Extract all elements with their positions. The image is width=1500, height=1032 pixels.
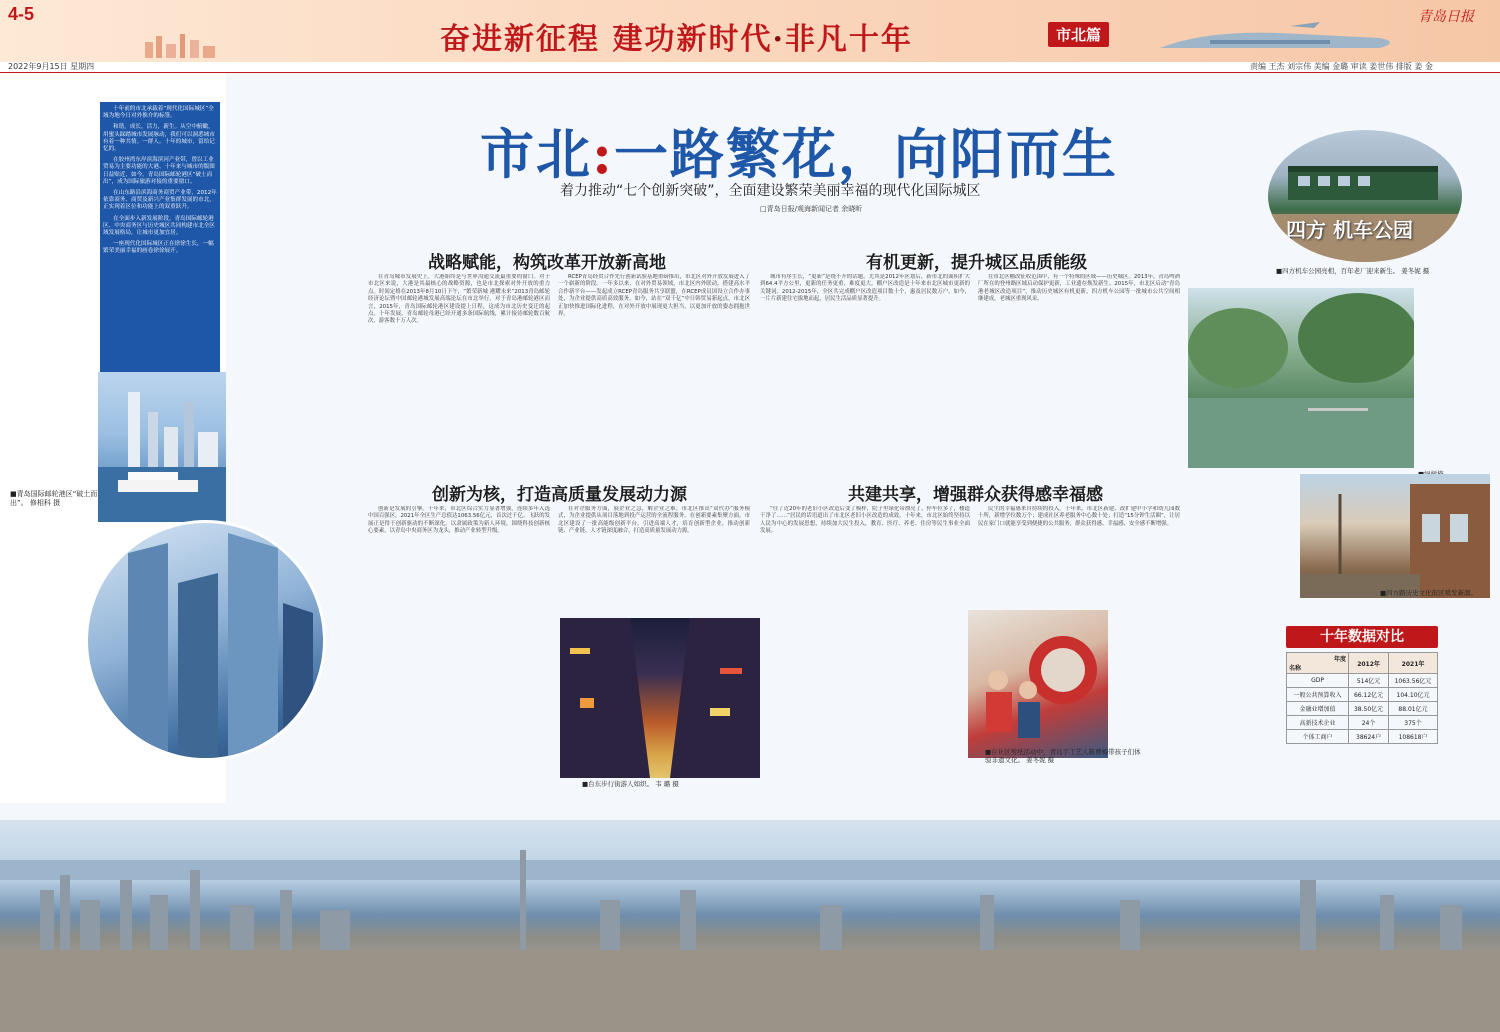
banner-title-part1: 奋进新征程 建功新时代	[440, 22, 773, 57]
article-column	[760, 274, 970, 474]
locomotive-park-caption: ■四方机车公园亮相，百年老厂迎来新生。 姜冬妮 摄	[1276, 267, 1430, 275]
papercut-caption: ■在社区剪纸活动中，青岛手工艺人陈曹梅带孩子们体验非遗文化。 姜冬妮 摄	[985, 748, 1141, 764]
main-title-part2: 一路繁花，向阳而生	[613, 122, 1118, 186]
banner-title-dot: ·	[772, 22, 785, 57]
city-panorama-photo	[0, 820, 1500, 1032]
table-cell: 88.01亿元	[1389, 702, 1438, 716]
section-badge: 市北篇	[1048, 22, 1109, 47]
section-heading: 创新为核，打造高质量发展动力源	[432, 485, 687, 505]
article-paragraph: 民生的幸福感来自持续的投入。十年来，市北区新建、改扩建中小学和幼儿园数十所，新增学位数万个；建成社区养老服务中心数十处；打造“15分钟生活圈”，让居民在家门口就能享受到便捷的公共服务，群众获得感、幸福感、安全感不断增强。	[978, 506, 1180, 527]
header-year: 年度	[1334, 656, 1347, 663]
header-name: 名称	[1289, 665, 1302, 672]
table-cell: 375个	[1389, 716, 1438, 730]
papercut-photo	[968, 610, 1108, 758]
article-column	[368, 506, 550, 786]
intro-paragraph: 一座现代化国际城区正在徐徐生长，一幅繁荣美丽幸福的画卷徐徐展开。	[103, 241, 214, 255]
cbd-photo	[85, 520, 326, 761]
table-cell: 1063.56亿元	[1389, 674, 1438, 688]
article-column	[978, 274, 1180, 474]
table-cell: 高新技术企业	[1287, 716, 1349, 730]
byline: □青岛日报/观海新闻记者 余晓昕	[760, 205, 863, 213]
forest-park-photo	[1188, 288, 1414, 468]
intro-paragraph: 在全面步入新发展阶段，青岛国际邮轮港区、中央商务区与历史城区共同构建市北全区域发展格局，让城市更加宜居。	[103, 215, 215, 237]
issue-date: 2022年9月15日 星期四	[8, 62, 95, 71]
main-title-part1: 市北	[480, 122, 592, 186]
article-paragraph: 在对企服务方面，展企业之急，解企业之难，市北区推出“双代办”服务模式，为企业提供从项目落地到投产运营的全流程服务。在创新要素集聚方面，市北区建设了一批高能级创新平台，引进高端人才，培育创新型企业，推动创新链、产业链、人才链深度融合，打造高质量发展动力源。	[558, 506, 750, 535]
table-cell: 514亿元	[1349, 674, 1389, 688]
table-row	[1287, 674, 1438, 688]
table-cell: 24个	[1349, 716, 1389, 730]
article-paragraph: 在青岛城市发展史上，大港始终是与世界沟通交流最重要的窗口。对于市北区来说，大港是其最核心的战略资源，也是市北探索对外开放的重力点。时间定格在2013年8月10日下午，“繁荣新城 港耀未来”2013青岛邮轮经济论坛暨中国邮轮港城发展高端论坛在市北举行。对于青岛港邮轮港区而言，2015年，青岛国际邮轮港区建设提上日程，这成为市北历史变迁的起点。十年发展，青岛邮轮母港已经开通多条国际航线，累计接待邮轮数百航次，游客数十万人次。	[368, 274, 550, 325]
train-illustration	[1150, 18, 1410, 58]
port-photo	[98, 372, 226, 522]
article-column	[558, 506, 750, 614]
table-cell: 38624户	[1349, 730, 1389, 744]
table-header-cell	[1287, 653, 1349, 674]
article-paragraph: 创新是发展的引擎。十年来，市北区综合实力显著增强，连续多年入选中国百强区，2021年全区生产总值达1063.56亿元，首次过千亿。飞跃的发展正是得于创新驱动的不断深化。以隶属政策为新人环境，围绕科技创新核心要素，以青岛中央商务区为龙头，推动产业转型升级。	[368, 506, 550, 535]
table-row	[1287, 716, 1438, 730]
table-cell: 104.10亿元	[1389, 688, 1438, 702]
article-column	[368, 274, 550, 474]
banner-title-part2: 非凡十年	[784, 22, 913, 57]
intro-box	[100, 102, 220, 372]
data-table	[1286, 652, 1438, 744]
locomotive-park-photo	[1268, 130, 1462, 262]
table-cell: 108618户	[1389, 730, 1438, 744]
table-cell: 66.12亿元	[1349, 688, 1389, 702]
table-cell: 一般公共预算收入	[1287, 688, 1349, 702]
table-row	[1287, 702, 1438, 716]
main-title	[480, 112, 1118, 189]
intro-paragraph: 在山东路沿滨海商务商贸产业带，2012年依靠商务、商贸及新兴产业集群发展的市北，正实现着区位和功能上的双重跃升。	[103, 190, 217, 211]
intro-paragraph: 十年前的市北承载着“现代化国际城区”全域为地今日对外推介的标签。	[103, 106, 214, 120]
article-paragraph: 在市北区棚改征收范围中，有一个特殊的区域——历史城区。2013年，青岛啤酒厂所在的登州路区域启动保护更新，工业遗存焕发新生。2015年，市北区启动“青岛港老城区改造项目”，推动历史城区有机更新，四方机车公园等一批城市公共空间相继建成，老城区重现风采。	[978, 274, 1180, 303]
port-caption: ■青岛国际邮轮港区“破土而出”。 修相科 摄	[10, 490, 98, 507]
main-title-colon: :	[592, 122, 614, 186]
editors-line: 责编 王杰 刘宗伟 美编 金璐 审读 姜世伟 排版 姜 金	[1250, 62, 1433, 71]
table-header-cell: 2012年	[1349, 653, 1389, 674]
page-number: 4-5	[8, 4, 35, 24]
table-row	[1287, 688, 1438, 702]
newspaper-logo: 青岛日报	[1418, 9, 1474, 25]
street-caption: ■台东步行街游人如织。 韦 璐 摄	[582, 780, 679, 788]
section-heading: 有机更新，提升城区品质能级	[866, 253, 1087, 273]
article-paragraph: 城市有序生长，“更新”是绕不开的话题。尤其是2012年区划后，新市北的面积扩大到64.4平方公里，更新的任务更重、难度更大。棚户区改造是十年来市北区城市更新的关键词。2012-2015年，全区共完成棚户区改造项目数十个，惠及居民数万户。如今，一片片新建住宅拔地而起，居民生活品质显著提升。	[760, 274, 970, 303]
table-cell: 个体工商户	[1287, 730, 1349, 744]
table-cell: 金融业增加值	[1287, 702, 1349, 716]
article-column	[978, 506, 1180, 606]
historic-street-caption: ■四方路历史文化街区喷发新颜。	[1380, 589, 1478, 597]
section-heading: 战略赋能，构筑改革开放新高地	[428, 253, 666, 273]
article-column	[760, 506, 970, 786]
data-table-title: 十年数据对比	[1286, 626, 1438, 648]
banner-title	[440, 14, 913, 58]
historic-street-photo	[1300, 474, 1490, 598]
table-cell: 38.50亿元	[1349, 702, 1389, 716]
table-cell: GDP	[1287, 674, 1349, 688]
table-header-row	[1287, 653, 1438, 674]
skyline-illustration	[140, 32, 440, 58]
subtitle: 着力推动“七个创新突破”，全面建设繁荣美丽幸福的现代化国际城区	[560, 183, 981, 199]
table-row	[1287, 730, 1438, 744]
article-paragraph: RCEP青岛经贸合作先行创新试验基地重磅推出，市北区对外开放发展进入了一个崭新的阶段。一年多以来，在对外贸易领域，市北区内外联动，搭建高水平合作新平台——发起成立RCEP青岛服务共享联盟，在RCEP成员国设立合作办事处，为企业提供高质高效服务。如今，站在“双千亿”中日韩贸易新起点，市北区正加快推进国际化进程，在对外开放中展现更大担当，以更加开放的姿态拥抱世界。	[558, 274, 750, 318]
article-paragraph: “住了近20年的老旧小区改造后变了模样，院子里绿化带漂亮了，停车位多了，楼道干净了……”居民的话语道出了市北区老旧小区改造的成效。十年来，市北区始终坚持以人民为中心的发展思想，持续加大民生投入，教育、医疗、养老、住房等民生事业全面发展。	[760, 506, 970, 535]
article-column	[558, 274, 750, 474]
intro-paragraph: 和谐，成长，活力，新生。从空中俯瞰，用蜜头踩踏城市发展脉动，我们可以洞悉城市有着一种共情。一群人。十年的城市，留给记忆的。	[103, 124, 215, 153]
locomotive-park-sign: 四方 机车公园	[1286, 218, 1413, 242]
table-header-cell: 2021年	[1389, 653, 1438, 674]
section-heading: 共建共享，增强群众获得感幸福感	[848, 485, 1103, 505]
intro-paragraph: 在胶州湾东岸滨海滨河产业带，曾以工业贸易为主要功能的大港、十年来与城市的版图日益贴近，如今，青岛国际邮轮港区“破土而出”，成为国际旅游对接的重要窗口。	[103, 157, 215, 185]
street-photo	[560, 618, 760, 778]
